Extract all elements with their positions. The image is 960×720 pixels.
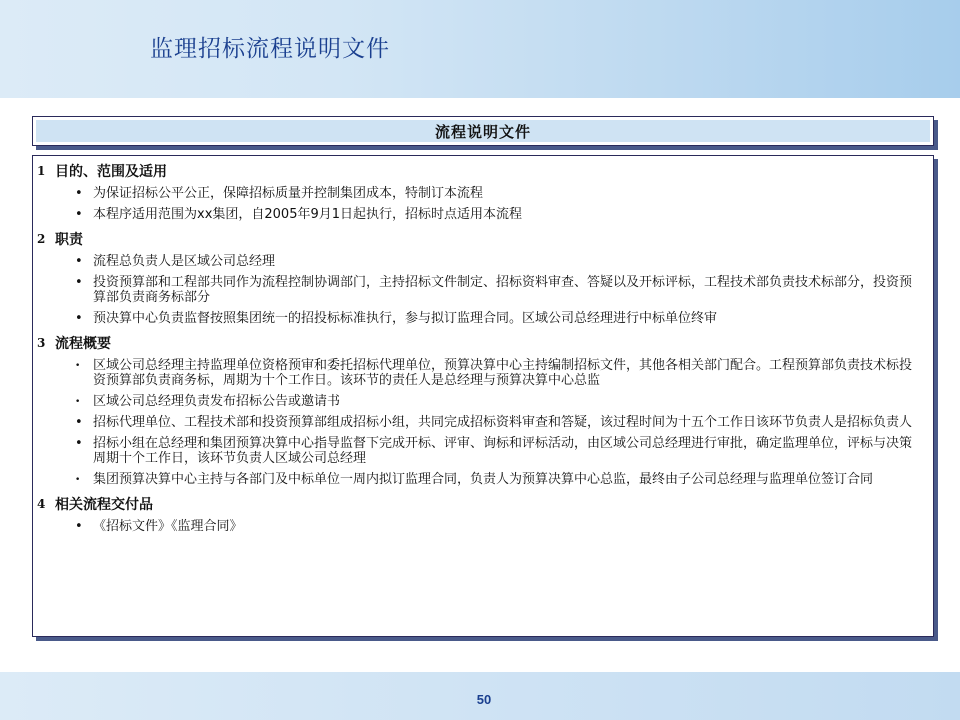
panel-title: 流程说明文件: [36, 120, 930, 142]
list-item: [37, 254, 921, 269]
list-item: [37, 207, 921, 222]
list-item: [37, 358, 921, 388]
bullet-list: [37, 254, 921, 326]
bullet-icon: •: [75, 519, 83, 534]
item-text: 投资预算部和工程部共同作为流程控制协调部门，主持招标文件制定、招标资料审查、答疑以及开标评标，工程技术部负责技术标部分，投资预算部负责商务标部分: [93, 275, 913, 305]
bullet-icon: •: [75, 361, 81, 371]
list-item: [37, 275, 921, 305]
bullet-icon: •: [75, 254, 83, 269]
page-number: 50: [476, 692, 492, 707]
list-item: [37, 394, 921, 409]
section-title: 相关流程交付品: [55, 497, 153, 513]
slide-title: 监理招标流程说明文件: [150, 36, 390, 62]
bullet-icon: •: [75, 475, 81, 485]
item-text: 预决算中心负责监督按照集团统一的招投标标准执行，参与拟订监理合同。区域公司总经理进行中标单位终审: [93, 311, 718, 326]
section-number: 3: [37, 336, 46, 350]
section-title: 目的、范围及适用: [55, 164, 167, 180]
content-panel: [32, 155, 934, 637]
section-number: 4: [37, 497, 46, 511]
list-item: [37, 186, 921, 201]
list-item: [37, 415, 921, 430]
bullet-list: [37, 186, 921, 222]
list-item: [37, 436, 921, 466]
item-text: 区域公司总经理主持监理单位资格预审和委托招标代理单位，预算决算中心主持编制招标文件，其他各相关部门配合。工程预算部负责技术标投资预算部负责商务标，周期为十个工作日。该环节的责任人是总经理与预算决算中心总监: [93, 358, 913, 388]
section-3: [37, 332, 921, 487]
bullet-icon: •: [75, 207, 83, 222]
bullet-icon: •: [75, 186, 83, 201]
item-text: 为保证招标公平公正，保障招标质量并控制集团成本，特制订本流程: [93, 186, 484, 201]
item-text: 流程总负责人是区域公司总经理: [93, 254, 276, 269]
bullet-icon: •: [75, 436, 83, 451]
section-heading: [37, 493, 921, 515]
section-title: 流程概要: [55, 336, 111, 352]
section-2: [37, 228, 921, 326]
section-title: 职责: [55, 232, 83, 248]
list-item: [37, 311, 921, 326]
bullet-icon: •: [75, 415, 83, 430]
item-text: 招标代理单位、工程技术部和投资预算部组成招标小组，共同完成招标资料审查和答疑，该过程时间为十五个工作日该环节负责人是招标负责人: [93, 415, 913, 430]
header-band: [0, 0, 960, 98]
section-number: 2: [37, 232, 46, 246]
list-item: [37, 472, 921, 487]
item-text: 《招标文件》《监理合同》: [93, 519, 243, 534]
section-heading: [37, 160, 921, 182]
section-heading: [37, 332, 921, 354]
bullet-icon: •: [75, 275, 83, 290]
item-text: 集团预算决算中心主持与各部门及中标单位一周内拟订监理合同，负责人为预算决算中心总监，最终由子公司总经理与监理单位签订合同: [93, 472, 874, 487]
list-item: [37, 519, 921, 534]
section-heading: [37, 228, 921, 250]
bullet-list: [37, 519, 921, 534]
section-4: [37, 493, 921, 534]
bullet-icon: •: [75, 311, 83, 326]
bullet-list: [37, 358, 921, 487]
item-text: 招标小组在总经理和集团预算决算中心指导监督下完成开标、评审、询标和评标活动，由区域公司总经理进行审批，确定监理单位，评标与决策周期十个工作日，该环节负责人区域公司总经理: [93, 436, 913, 466]
section-number: 1: [37, 164, 46, 178]
section-1: [37, 160, 921, 222]
item-text: 本程序适用范围为xx集团，自2005年9月1日起执行，招标时点适用本流程: [93, 207, 523, 222]
item-text: 区域公司总经理负责发布招标公告或邀请书: [93, 394, 341, 409]
panel-heading: [32, 116, 934, 146]
bullet-icon: •: [75, 397, 81, 407]
